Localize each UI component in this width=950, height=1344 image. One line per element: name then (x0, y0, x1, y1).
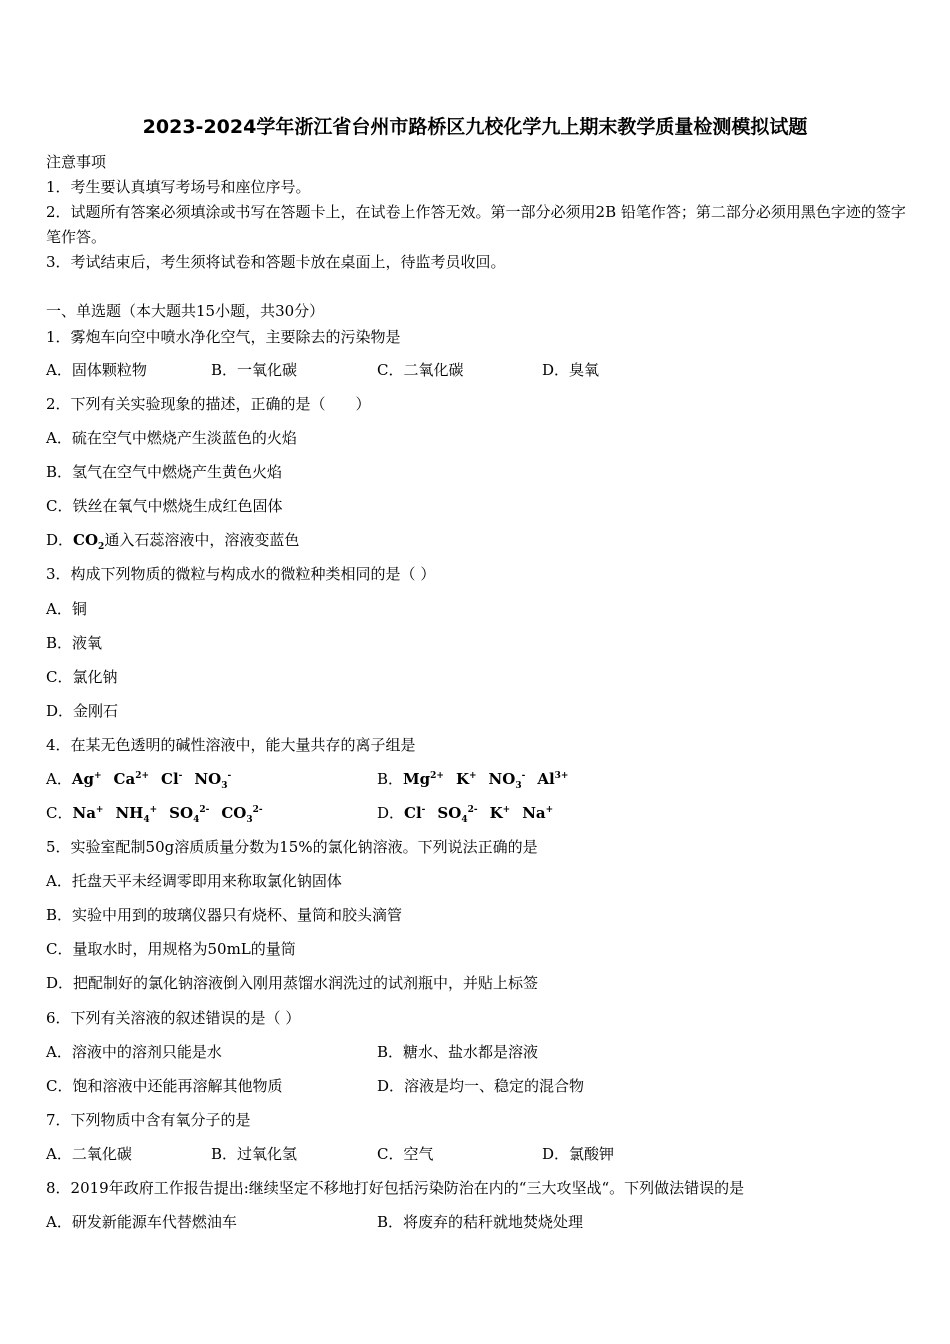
question-5-stem: 5．实验室配制50g溶质质量分数为15%的氯化钠溶液。下列说法正确的是 (46, 838, 538, 856)
q4-option-a-ions (71, 770, 243, 791)
q2-option-d[interactable] (46, 530, 299, 550)
ion-formula: $Mg^{2+}$ (403, 770, 444, 788)
ion-formula: $Ca^{2+}$ (113, 770, 150, 788)
ion-formula: Na+ (522, 804, 554, 822)
q4-option-b-ions (403, 770, 580, 791)
q2-option-c[interactable]: C．铁丝在氧气中燃烧生成红色固体 (46, 497, 283, 515)
question-7-stem: 7．下列物质中含有氧分子的是 (46, 1111, 251, 1129)
q3-option-d[interactable]: D．金刚石 (46, 702, 119, 720)
question-1-stem: 1．雾炮车向空中喷水净化空气，主要除去的污染物是 (46, 328, 401, 346)
question-6-stem: 6．下列有关溶液的叙述错误的是（ ） (46, 1009, 301, 1027)
ion-formula: $SO_4^{2-}$ (169, 804, 210, 825)
q4-option-a[interactable] (46, 769, 243, 789)
ion-formula: Cl- (161, 770, 183, 788)
ion-formula: $Al^{3+}$ (537, 770, 569, 788)
q1-option-a[interactable]: A．固体颗粒物 (46, 361, 147, 379)
co2-formula: $CO_2$ (73, 531, 105, 552)
q4-option-b-letter: B． (377, 770, 404, 788)
notice-item-2: 2．试题所有答案必须填涂或书写在答题卡上，在试卷上作答无效。第一部分必须用2B 铅笔作答；第二部分必须用黑色字迹的签字笔作答。 (46, 203, 906, 246)
q2-option-d-text: 通入石蕊溶液中，溶液变蓝色 (104, 531, 300, 549)
q3-option-a[interactable]: A．铜 (46, 600, 87, 618)
q4-option-c-ions (72, 804, 274, 825)
ion-formula: Ag+ (71, 770, 102, 788)
q4-option-d-letter: D． (377, 804, 405, 822)
q5-option-b[interactable]: B．实验中用到的玻璃仪器只有烧杯、量筒和胶头滴管 (46, 906, 403, 924)
question-2-stem: 2．下列有关实验现象的描述，正确的是（ ） (46, 395, 371, 413)
ion-formula: $NO_3^-$ (194, 770, 232, 791)
q7-option-b[interactable]: B．过氧化氢 (211, 1145, 298, 1163)
q3-option-b[interactable]: B．液氧 (46, 634, 103, 652)
ion-formula: K+ (455, 770, 477, 788)
q8-option-a[interactable]: A．研发新能源车代替燃油车 (46, 1213, 237, 1231)
q1-option-b[interactable]: B．一氧化碳 (211, 361, 298, 379)
question-3-stem: 3．构成下列物质的微粒与构成水的微粒种类相同的是（ ） (46, 565, 436, 583)
ion-formula: $CO_3^{2-}$ (221, 804, 263, 825)
question-4-stem: 4．在某无色透明的碱性溶液中，能大量共存的离子组是 (46, 736, 416, 754)
page-title: 2023-2024学年浙江省台州市路桥区九校化学九上期末教学质量检测模拟试题 (142, 116, 808, 138)
q1-option-c[interactable]: C．二氧化碳 (377, 361, 464, 379)
q1-option-d[interactable]: D．臭氧 (542, 361, 600, 379)
q5-option-c[interactable]: C．量取水时，用规格为50mL的量筒 (46, 940, 296, 958)
q6-option-d[interactable]: D．溶液是均一、稳定的混合物 (377, 1077, 585, 1095)
q4-option-d-ions (404, 804, 565, 825)
notice-item-3: 3．考试结束后，考生须将试卷和答题卡放在桌面上，待监考员收回。 (46, 253, 506, 271)
ion-formula: $SO_4^{2-}$ (437, 804, 478, 825)
question-8-stem: 8．2019年政府工作报告提出:继续坚定不移地打好包括污染防治在内的“三大攻坚战“。下列做法错误的是 (46, 1179, 745, 1197)
q5-option-d[interactable]: D．把配制好的氯化钠溶液倒入刚用蒸馏水润洗过的试剂瓶中，并贴上标签 (46, 974, 539, 992)
q7-option-c[interactable]: C．空气 (377, 1145, 434, 1163)
q2-option-b[interactable]: B．氢气在空气中燃烧产生黄色火焰 (46, 463, 283, 481)
q4-option-b[interactable] (377, 769, 580, 789)
ion-formula: Na+ (72, 804, 104, 822)
q4-option-d[interactable] (377, 803, 565, 823)
q7-option-a[interactable]: A．二氧化碳 (46, 1145, 132, 1163)
ion-formula: K+ (489, 804, 511, 822)
q2-option-a[interactable]: A．硫在空气中燃烧产生淡蓝色的火焰 (46, 429, 297, 447)
q6-option-b[interactable]: B．糖水、盐水都是溶液 (377, 1043, 539, 1061)
q4-option-c[interactable] (46, 803, 275, 823)
ion-formula: Cl- (404, 804, 426, 822)
q5-option-a[interactable]: A．托盘天平未经调零即用来称取氯化钠固体 (46, 872, 342, 890)
section-heading: 一、单选题（本大题共15小题，共30分） (46, 302, 325, 320)
q6-option-a[interactable]: A．溶液中的溶剂只能是水 (46, 1043, 222, 1061)
q6-option-c[interactable]: C．饱和溶液中还能再溶解其他物质 (46, 1077, 283, 1095)
notice-heading: 注意事项 (46, 153, 107, 171)
ion-formula: $NO_3^-$ (488, 770, 526, 791)
ion-formula: $NH_4^+$ (115, 804, 158, 825)
q8-option-b[interactable]: B．将废弃的秸秆就地焚烧处理 (377, 1213, 584, 1231)
q2-option-d-letter: D． (46, 531, 74, 549)
q4-option-c-letter: C． (46, 804, 73, 822)
q3-option-c[interactable]: C．氯化钠 (46, 668, 118, 686)
q7-option-d[interactable]: D．氯酸钾 (542, 1145, 615, 1163)
q4-option-a-letter: A． (46, 770, 72, 788)
notice-item-1: 1．考生要认真填写考场号和座位序号。 (46, 178, 311, 196)
